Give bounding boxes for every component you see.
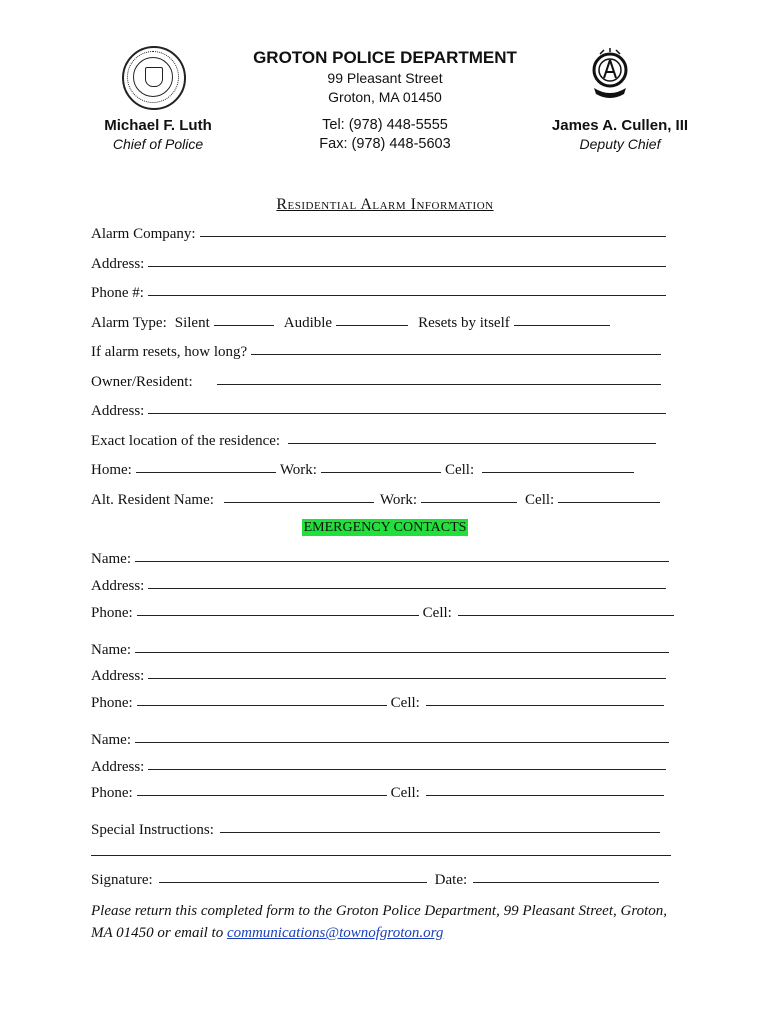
- work-label: Work:: [279, 462, 317, 478]
- contact1-phone-field[interactable]: [137, 614, 419, 616]
- contact2-address-field[interactable]: [148, 677, 666, 679]
- department-tel: Tel: (978) 448-5555: [322, 117, 448, 133]
- date-label: Date:: [434, 872, 468, 888]
- owner-address-field[interactable]: [148, 412, 666, 414]
- signature-label: Signature:: [91, 872, 153, 888]
- special-instructions-row: [91, 822, 660, 839]
- emergency-contacts-header: [0, 520, 770, 536]
- contact1-phone-row: [91, 605, 674, 622]
- alarm-company-row: [91, 226, 666, 243]
- contact2-cell-label: Cell:: [390, 695, 420, 711]
- signature-field[interactable]: [159, 881, 427, 883]
- contact2-address-label: Address:: [91, 668, 145, 684]
- address-label: Address:: [91, 256, 145, 272]
- contact3-address-field[interactable]: [148, 768, 666, 770]
- special-instructions-line2[interactable]: [91, 855, 671, 856]
- address-field[interactable]: [148, 265, 666, 267]
- contact2-name-row: [91, 642, 669, 659]
- owner-address-row: [91, 403, 666, 420]
- silent-field[interactable]: [214, 324, 274, 326]
- contact1-cell-label: Cell:: [422, 605, 452, 621]
- alarm-company-field[interactable]: [200, 235, 666, 237]
- audible-field[interactable]: [336, 324, 408, 326]
- contact2-address-row: [91, 668, 666, 685]
- owner-row: [91, 374, 661, 391]
- alt-work-field[interactable]: [421, 501, 517, 503]
- contact2-phone-row: [91, 695, 664, 712]
- contact1-phone-label: Phone:: [91, 605, 133, 621]
- contact2-phone-label: Phone:: [91, 695, 133, 711]
- contact3-name-label: Name:: [91, 732, 131, 748]
- return-instructions: [91, 900, 691, 944]
- contact3-address-label: Address:: [91, 759, 145, 775]
- reset-duration-label: If alarm resets, how long?: [91, 344, 248, 360]
- contact1-name-row: [91, 551, 669, 568]
- cell-label: Cell:: [444, 462, 475, 478]
- address-row: [91, 256, 666, 273]
- reset-duration-row: [91, 344, 661, 361]
- contact1-address-row: [91, 578, 666, 595]
- contact2-phone-field[interactable]: [137, 704, 387, 706]
- alarm-type-label: Alarm Type:: [91, 315, 167, 331]
- alt-resident-row: [91, 492, 660, 509]
- special-instructions-field[interactable]: [220, 831, 660, 833]
- contact3-address-row: [91, 759, 666, 776]
- deputy-name: James A. Cullen, III: [551, 117, 689, 134]
- contact1-name-field[interactable]: [135, 560, 669, 562]
- contact1-address-label: Address:: [91, 578, 145, 594]
- alt-work-label: Work:: [379, 492, 418, 508]
- form-title: Residential Alarm Information: [276, 196, 494, 213]
- department-street: 99 Pleasant Street: [327, 70, 443, 86]
- exact-location-field[interactable]: [288, 442, 656, 444]
- phones-row: [91, 462, 634, 479]
- contact1-address-field[interactable]: [148, 587, 666, 589]
- home-field[interactable]: [136, 471, 276, 473]
- special-instructions-label: Special Instructions:: [91, 822, 214, 838]
- department-city: Groton, MA 01450: [328, 89, 442, 105]
- contact3-phone-label: Phone:: [91, 785, 133, 801]
- alt-cell-field[interactable]: [558, 501, 660, 503]
- home-label: Home:: [91, 462, 132, 478]
- resets-label: Resets by itself: [418, 315, 510, 331]
- alt-resident-field[interactable]: [224, 501, 374, 503]
- signature-row: [91, 872, 659, 889]
- work-field[interactable]: [321, 471, 441, 473]
- contact3-name-row: [91, 732, 669, 749]
- cell-field[interactable]: [482, 471, 634, 473]
- phone-field[interactable]: [148, 294, 666, 296]
- chief-title: Chief of Police: [112, 136, 204, 152]
- contact2-name-field[interactable]: [135, 651, 669, 653]
- contact3-cell-label: Cell:: [390, 785, 420, 801]
- contact2-cell-field[interactable]: [426, 704, 664, 706]
- audible-label: Audible: [283, 315, 333, 331]
- return-instructions-text: Please return this completed form to the Groton Police Department, 99 Pleasant Street, Groton, MA 01450 or email to: [91, 903, 668, 941]
- deputy-title: Deputy Chief: [579, 136, 661, 152]
- department-name: GROTON POLICE DEPARTMENT: [253, 48, 517, 67]
- contact2-name-label: Name:: [91, 642, 131, 658]
- alt-resident-label: Alt. Resident Name:: [91, 492, 214, 508]
- contact3-phone-row: [91, 785, 664, 802]
- silent-label: Silent: [174, 315, 210, 331]
- exact-location-label: Exact location of the residence:: [91, 433, 281, 449]
- exact-location-row: [91, 433, 656, 450]
- chief-name: Michael F. Luth: [104, 117, 212, 134]
- contact3-cell-field[interactable]: [426, 794, 664, 796]
- contact3-phone-field[interactable]: [137, 794, 387, 796]
- date-field[interactable]: [473, 881, 659, 883]
- alarm-type-row: [91, 315, 610, 332]
- contact1-name-label: Name:: [91, 551, 131, 567]
- resets-field[interactable]: [514, 324, 610, 326]
- alt-cell-label: Cell:: [525, 492, 555, 508]
- contact3-name-field[interactable]: [135, 741, 669, 743]
- phone-label: Phone #:: [91, 285, 144, 301]
- owner-address-label: Address:: [91, 403, 145, 419]
- emergency-contacts-label: EMERGENCY CONTACTS: [303, 520, 467, 535]
- contact1-cell-field[interactable]: [458, 614, 674, 616]
- reset-duration-field[interactable]: [251, 353, 661, 355]
- phone-row: [91, 285, 666, 302]
- alarm-company-label: Alarm Company:: [91, 226, 196, 242]
- email-link[interactable]: communications@townofgroton.org: [226, 925, 444, 941]
- department-fax: Fax: (978) 448-5603: [319, 136, 451, 152]
- owner-label: Owner/Resident:: [91, 374, 193, 390]
- owner-field[interactable]: [217, 383, 661, 385]
